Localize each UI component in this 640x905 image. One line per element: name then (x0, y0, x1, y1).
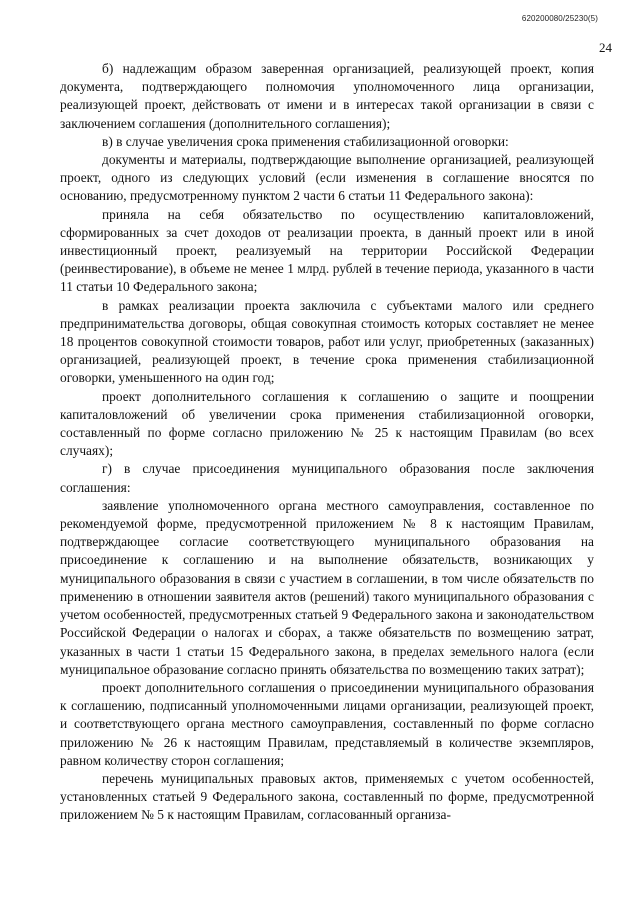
document-code: 620200080/25230(5) (521, 14, 598, 23)
paragraph-g-municipal-acts-list: перечень муниципальных правовых актов, применяемых с учетом особенностей, установленных статьей 9 Федерального закона, составленный по форме, предусмотренной приложением № 5 к настоящим Правилам, согласованный организа- (60, 770, 594, 823)
page-number: 24 (599, 40, 612, 55)
paragraph-g-heading: г) в случае присоединения муниципального образования после заключения соглашения: (60, 461, 594, 495)
paragraph-v-documents: документы и материалы, подтверждающие выполнение организацией, реализующей проект, одного из следующих условий (если изменения в соглашение вносятся по основанию, предусмотренному пунктом 2 части 6 статьи 11 Федерального закона): (60, 152, 594, 204)
paragraph-v-small-business: в рамках реализации проекта заключила с субъектами малого или среднего предпринимательства договоры, общая совокупная стоимость которых составляет не менее 18 процентов совокупной стоимости товаров, работ или услуг, приобретенных (заказанных) организацией, реализующей проект, в течение срока применения стабилизационной оговорки, уменьшенного на один год; (60, 297, 594, 386)
paragraph-g-application: заявление уполномоченного органа местного самоуправления, составленное по рекомендуемой форме, предусмотренной приложением № 8 к настоящим Правилам, подтверждающее согласие соответствующего муниципального образования на присоединение к соглашению и на выполнение обязательств, возникающих у муниципального образования в связи с участием в соглашении, в том числе обязательств по применению в отношении заявителя актов (решений) такого муниципального образования с учетом особенностей, предусмотренных статьей 9 Федерального закона и законодательством Российской Федерации о налогах и сборах, а также обязательств по возмещению затрат, указанных в части 1 статьи 15 Федерального закона, в пределах земельного налога (если муниципальное образование согласно принять обязательства по возмещению таких затрат); (60, 497, 594, 677)
paragraph-v-reinvestment: приняла на себя обязательство по осуществлению капиталовложений, сформированных за счет доходов от реализации проекта, в данный проект или в иной инвестиционный проект, реализуемый на территории Российской Федерации (реинвестирование), в объеме не менее 1 млрд. рублей в течение периода, указанного в части 11 статьи 10 Федерального закона; (60, 206, 594, 295)
paragraph-v-heading: в) в случае увеличения срока применения стабилизационной оговорки: (102, 133, 509, 149)
paragraph-g-draft-agreement: проект дополнительного соглашения о присоединении муниципального образования к соглашению, подписанный уполномоченными лицами организации, реализующей проект, и соответствующего органа местного самоуправления, составленный по форме согласно приложению № 26 к настоящим Правилам, представляемый в количестве экземпляров, равном количеству сторон соглашения; (60, 679, 594, 768)
paragraph-b-copy-of-authority: б) надлежащим образом заверенная организацией, реализующей проект, копия документа, подтверждающего полномочия уполномоченного лица организации, реализующей проект, действовать от имени и в интересах такой организации в связи с заключением соглашения (дополнительного соглашения); (60, 61, 594, 131)
paragraph-v-draft-agreement: проект дополнительного соглашения к соглашению о защите и поощрении капиталовложений об увеличении срока применения стабилизационной оговорки, составленный по форме согласно приложению № 25 к настоящим Правилам (во всех случаях); (60, 388, 594, 459)
document-body (60, 60, 594, 825)
